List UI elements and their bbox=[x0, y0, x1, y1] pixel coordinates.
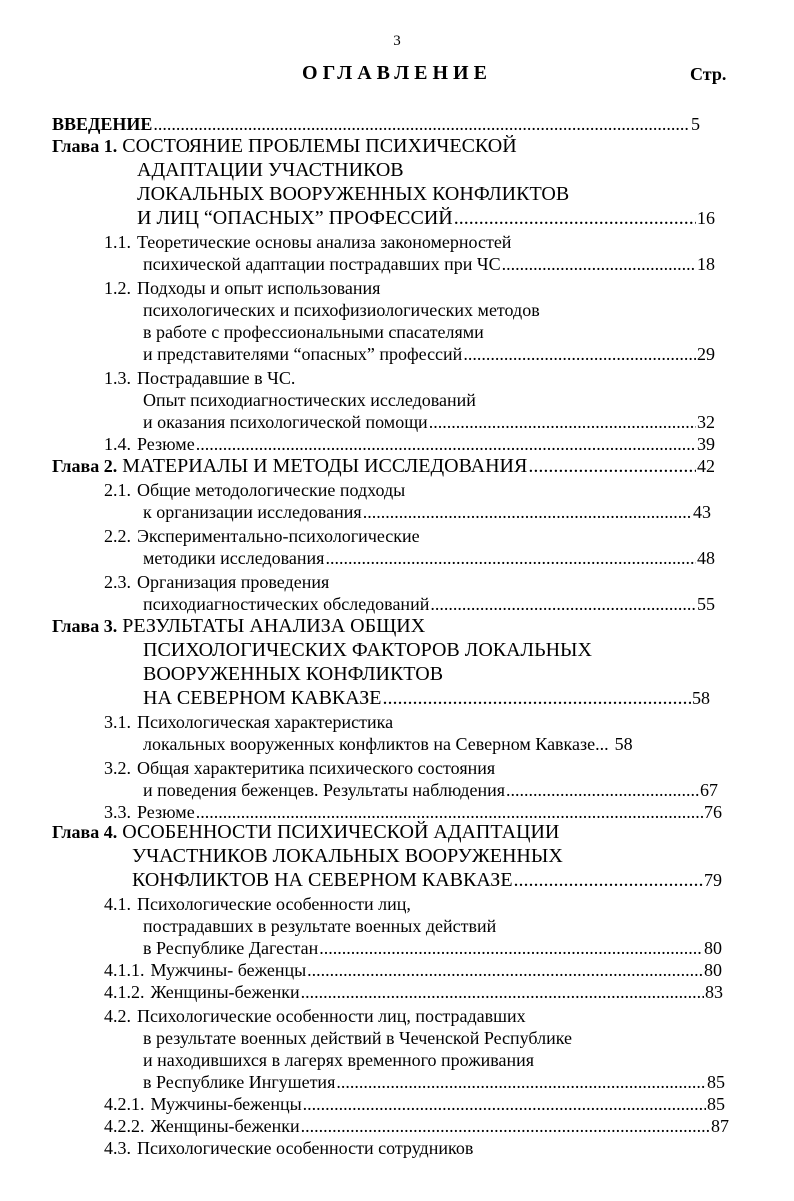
section-label: 4.1.1. bbox=[104, 960, 145, 980]
toc-entry-line: локальных вооруженных конфликтов на Северном Кавказе... bbox=[143, 734, 609, 754]
toc-page-number: 55 bbox=[697, 594, 715, 614]
toc-entry-line: и поведения беженцев. Результаты наблюдения bbox=[143, 780, 505, 800]
section-label: 4.1.2. bbox=[104, 982, 145, 1002]
section-label: 4.2.1. bbox=[104, 1094, 145, 1114]
toc-entry-line: ОСОБЕННОСТИ ПСИХИЧЕСКОЙ АДАПТАЦИИ bbox=[122, 821, 560, 843]
toc-entry-line: РЕЗУЛЬТАТЫ АНАЛИЗА ОБЩИХ bbox=[122, 615, 426, 637]
toc-entry-line: в Республике Дагестан bbox=[143, 938, 319, 958]
section-label: 3.2. bbox=[104, 758, 131, 778]
toc-entry-line: и находившихся в лагерях временного проживания bbox=[143, 1050, 535, 1070]
toc-entry-4-1-1[interactable] bbox=[104, 959, 722, 981]
toc-entry-line: и оказания психологической помощи bbox=[143, 412, 428, 432]
toc-entry-line: МАТЕРИАЛЫ И МЕТОДЫ ИССЛЕДОВАНИЯ bbox=[122, 455, 528, 477]
section-label: 4.2.2. bbox=[104, 1116, 145, 1136]
toc-page-number: 42 bbox=[697, 456, 715, 476]
toc-entry-line: Теоретические основы анализа закономерностей bbox=[137, 232, 512, 252]
section-label: 2.3. bbox=[104, 572, 131, 592]
toc-entry-line: Психологические особенности сотрудников bbox=[137, 1138, 474, 1158]
toc-page-number: 43 bbox=[693, 502, 711, 522]
section-label: 4.2. bbox=[104, 1006, 131, 1026]
dot-leader bbox=[301, 1115, 710, 1137]
section-label: 1.2. bbox=[104, 278, 131, 298]
dot-leader bbox=[196, 801, 703, 823]
toc-title: ОГЛАВЛЕНИЕ bbox=[302, 62, 492, 84]
page-column-label: Стр. bbox=[690, 64, 727, 84]
toc-entry-2-3[interactable] bbox=[104, 571, 329, 593]
toc-page-number: 85 bbox=[707, 1072, 725, 1092]
toc-entry-line-last bbox=[143, 253, 715, 275]
toc-page-number: 18 bbox=[697, 254, 715, 274]
toc-entry-line-last bbox=[143, 733, 633, 755]
toc-entry-4-2-2[interactable] bbox=[104, 1115, 729, 1137]
dot-leader bbox=[336, 1071, 706, 1093]
toc-entry-1-4[interactable] bbox=[104, 433, 715, 455]
section-label: 3.3. bbox=[104, 802, 131, 822]
toc-entry-line: в Республике Ингушетия bbox=[143, 1072, 336, 1092]
section-label: 1.4. bbox=[104, 434, 131, 454]
dot-leader bbox=[429, 411, 696, 433]
toc-page-number: 39 bbox=[697, 434, 715, 454]
dot-leader bbox=[502, 253, 696, 275]
toc-entry-line: Общая характеритика психического состояния bbox=[137, 758, 496, 778]
toc-entry-2-1[interactable] bbox=[104, 479, 405, 501]
dot-leader bbox=[325, 547, 696, 569]
toc-entry-line: ЛОКАЛЬНЫХ ВООРУЖЕННЫХ КОНФЛИКТОВ bbox=[137, 183, 570, 205]
toc-page-number: 58 bbox=[614, 734, 633, 754]
toc-entry-4-1-2[interactable] bbox=[104, 981, 723, 1003]
dot-leader bbox=[430, 593, 696, 615]
toc-page-number: 83 bbox=[705, 982, 723, 1002]
toc-page-number: 87 bbox=[711, 1116, 729, 1136]
dot-leader bbox=[301, 981, 704, 1003]
toc-entry-chapter-2[interactable] bbox=[52, 455, 715, 477]
toc-entry-line: методики исследования bbox=[143, 548, 325, 568]
toc-entry-line: психологических и психофизиологических методов bbox=[143, 300, 540, 320]
dot-leader bbox=[454, 207, 696, 229]
toc-page-number: 67 bbox=[700, 780, 718, 800]
toc-entry-1-3[interactable] bbox=[104, 367, 295, 389]
section-label: 2.2. bbox=[104, 526, 131, 546]
toc-entry-line: Психологические особенности лиц, bbox=[137, 894, 411, 914]
toc-page-number: 29 bbox=[697, 344, 715, 364]
toc-page-number: 80 bbox=[704, 938, 722, 958]
toc-entry-line: Общие методологические подходы bbox=[137, 480, 406, 500]
toc-entry-line: Опыт психодиагностических исследований bbox=[143, 390, 476, 410]
toc-entry-line: ПСИХОЛОГИЧЕСКИХ ФАКТОРОВ ЛОКАЛЬНЫХ bbox=[143, 639, 592, 661]
toc-entry-line: Пострадавшие в ЧС. bbox=[137, 368, 296, 388]
toc-entry-line: и представителями “опасных” профессий bbox=[143, 344, 463, 364]
toc-entry-line: в работе с профессиональными спасателями bbox=[143, 322, 484, 342]
toc-entry-line: Экспериментально-психологические bbox=[137, 526, 420, 546]
toc-page-number: 5 bbox=[691, 114, 700, 134]
toc-page-number: 85 bbox=[707, 1094, 725, 1114]
toc-entry-3-3[interactable] bbox=[104, 801, 722, 823]
dot-leader bbox=[196, 433, 696, 455]
dot-leader bbox=[528, 455, 696, 477]
toc-entry-1-1[interactable] bbox=[104, 231, 511, 253]
toc-entry-line-last bbox=[132, 869, 722, 891]
toc-entry-line: Психологические особенности лиц, пострадавших bbox=[137, 1006, 526, 1026]
chapter-label: Глава 1. bbox=[52, 136, 118, 156]
section-label: 4.1. bbox=[104, 894, 131, 914]
toc-entry-title: ВВЕДЕНИЕ bbox=[52, 114, 153, 134]
toc-entry-line: И ЛИЦ “ОПАСНЫХ” ПРОФЕССИЙ bbox=[137, 207, 453, 229]
toc-page-number: 80 bbox=[704, 960, 722, 980]
toc-entry-line-last bbox=[143, 343, 715, 365]
toc-entry-4-2-1[interactable] bbox=[104, 1093, 725, 1115]
chapter-label: Глава 2. bbox=[52, 456, 118, 476]
toc-entry-line: психодиагностических обследований bbox=[143, 594, 430, 614]
dot-leader bbox=[307, 959, 703, 981]
toc-entry-3-2[interactable] bbox=[104, 757, 495, 779]
toc-entry-line-last bbox=[137, 207, 715, 229]
toc-entry-line: Психологическая характеристика bbox=[137, 712, 394, 732]
toc-entry-2-2[interactable] bbox=[104, 525, 420, 547]
toc-page-number: 16 bbox=[697, 208, 715, 228]
toc-entry-line: Мужчины- беженцы bbox=[150, 960, 307, 980]
toc-entry-line: КОНФЛИКТОВ НА СЕВЕРНОМ КАВКАЗЕ bbox=[132, 869, 513, 891]
toc-entry-line: Организация проведения bbox=[137, 572, 330, 592]
toc-entry-4-1[interactable] bbox=[104, 893, 411, 915]
toc-entry-line-last bbox=[143, 779, 718, 801]
toc-entry-line: ВООРУЖЕННЫХ КОНФЛИКТОВ bbox=[143, 663, 444, 685]
toc-page-number: 48 bbox=[697, 548, 715, 568]
toc-entry-line: в результате военных действий в Чеченской Республике bbox=[143, 1028, 573, 1048]
toc-entry-line: Женщины-беженки bbox=[150, 982, 300, 1002]
toc-entry-line-last bbox=[143, 501, 711, 523]
toc-page-number: 76 bbox=[704, 802, 722, 822]
toc-entry-1-2[interactable] bbox=[104, 277, 380, 299]
toc-entry-line-last bbox=[143, 593, 715, 615]
chapter-label: Глава 3. bbox=[52, 616, 118, 636]
toc-entry-line: пострадавших в результате военных действий bbox=[143, 916, 497, 936]
toc-entry-line: Подходы и опыт использования bbox=[137, 278, 381, 298]
toc-entry-line-last bbox=[143, 687, 710, 709]
toc-entry-line-last bbox=[143, 937, 722, 959]
toc-entry-line: психической адаптации пострадавших при ЧС bbox=[143, 254, 501, 274]
toc-page-number: 79 bbox=[704, 870, 722, 890]
toc-entry-4-3[interactable] bbox=[104, 1137, 473, 1159]
dot-leader bbox=[382, 687, 691, 709]
dot-leader bbox=[363, 501, 692, 523]
page-number: 3 bbox=[393, 33, 401, 49]
dot-leader bbox=[463, 343, 696, 365]
dot-leader bbox=[319, 937, 703, 959]
section-label: 4.3. bbox=[104, 1138, 131, 1158]
toc-entry-line: Резюме bbox=[137, 434, 195, 454]
chapter-label: Глава 4. bbox=[52, 822, 118, 842]
section-label: 2.1. bbox=[104, 480, 131, 500]
toc-entry-chapter-1[interactable] bbox=[52, 135, 692, 157]
toc-entry-line: Мужчины-беженцы bbox=[150, 1094, 302, 1114]
toc-entry-line-last bbox=[143, 411, 715, 433]
toc-entry-line: УЧАСТНИКОВ ЛОКАЛЬНЫХ ВООРУЖЕННЫХ bbox=[132, 845, 563, 867]
dot-leader bbox=[506, 779, 699, 801]
dot-leader bbox=[153, 113, 690, 135]
toc-entry-line: Женщины-беженки bbox=[150, 1116, 300, 1136]
toc-page-number: 58 bbox=[692, 688, 710, 708]
toc-entry-introduction[interactable] bbox=[52, 113, 700, 135]
toc-entry-line: НА СЕВЕРНОМ КАВКАЗЕ bbox=[143, 687, 382, 709]
toc-entry-line: СОСТОЯНИЕ ПРОБЛЕМЫ ПСИХИЧЕСКОЙ bbox=[122, 135, 517, 157]
toc-entry-4-2[interactable] bbox=[104, 1005, 526, 1027]
toc-entry-chapter-3[interactable] bbox=[52, 615, 425, 637]
toc-page-number: 32 bbox=[697, 412, 715, 432]
section-label: 3.1. bbox=[104, 712, 131, 732]
section-label: 1.1. bbox=[104, 232, 131, 252]
toc-entry-chapter-4[interactable] bbox=[52, 821, 559, 843]
toc-entry-line-last bbox=[143, 1071, 725, 1093]
toc-entry-3-1[interactable] bbox=[104, 711, 393, 733]
dot-leader bbox=[514, 869, 703, 891]
dot-leader bbox=[303, 1093, 706, 1115]
toc-entry-line-last bbox=[143, 547, 715, 569]
toc-entry-line: Резюме bbox=[137, 802, 195, 822]
toc-entry-line: АДАПТАЦИИ УЧАСТНИКОВ bbox=[137, 159, 404, 181]
toc-entry-line: к организации исследования bbox=[143, 502, 362, 522]
section-label: 1.3. bbox=[104, 368, 131, 388]
